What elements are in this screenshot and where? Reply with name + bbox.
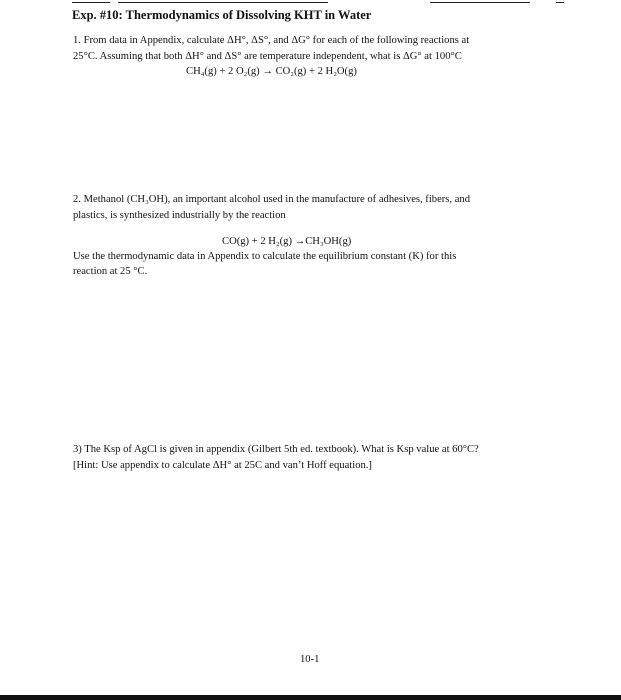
question-2-line-4: reaction at 25 °C. (73, 265, 148, 277)
header-rule (430, 2, 530, 3)
question-3-line-2: [Hint: Use appendix to calculate ΔH° at 25C and van’t Hoff equation.] (73, 459, 372, 471)
question-2 (73, 192, 548, 223)
question-1-line-2: 25°C. Assuming that both ΔH° and ΔS° are temperature independent, what is ΔG° at 100°C (73, 50, 462, 62)
question-3-line-1: 3) The Ksp of AgCl is given in appendix (Gilbert 5th ed. textbook). What is Ksp value at 60°C? (73, 444, 479, 455)
page-number: 10-1 (300, 654, 320, 665)
header-rule (118, 2, 328, 3)
question-3 (73, 442, 548, 473)
question-2-line-2: plastics, is synthesized industrially by the reaction (73, 209, 286, 221)
bottom-bar (0, 695, 621, 700)
question-2-continued (73, 250, 543, 279)
question-2-line-3: Use the thermodynamic data in Appendix to calculate the equilibrium constant (K) for this (73, 251, 457, 262)
question-2-line-1: 2. Methanol (CH₃OH), an important alcohol used in the manufacture of adhesives, fibers, and (73, 194, 471, 205)
question-1-line-1: 1. From data in Appendix, calculate ΔH°, ΔS°, and ΔG° for each of the following reactions at (73, 35, 470, 46)
question-1 (73, 33, 548, 64)
header-rule (72, 2, 110, 3)
header-rule (556, 2, 564, 3)
question-2-equation: CO(g) + 2 H₂(g) →CH₃OH(g) (222, 236, 352, 247)
question-1-equation: CH₄(g) + 2 O₂(g) → CO₂(g) + 2 H₂O(g) (186, 66, 357, 77)
experiment-title: Exp. #10: Thermodynamics of Dissolving KHT in Water (72, 8, 372, 22)
